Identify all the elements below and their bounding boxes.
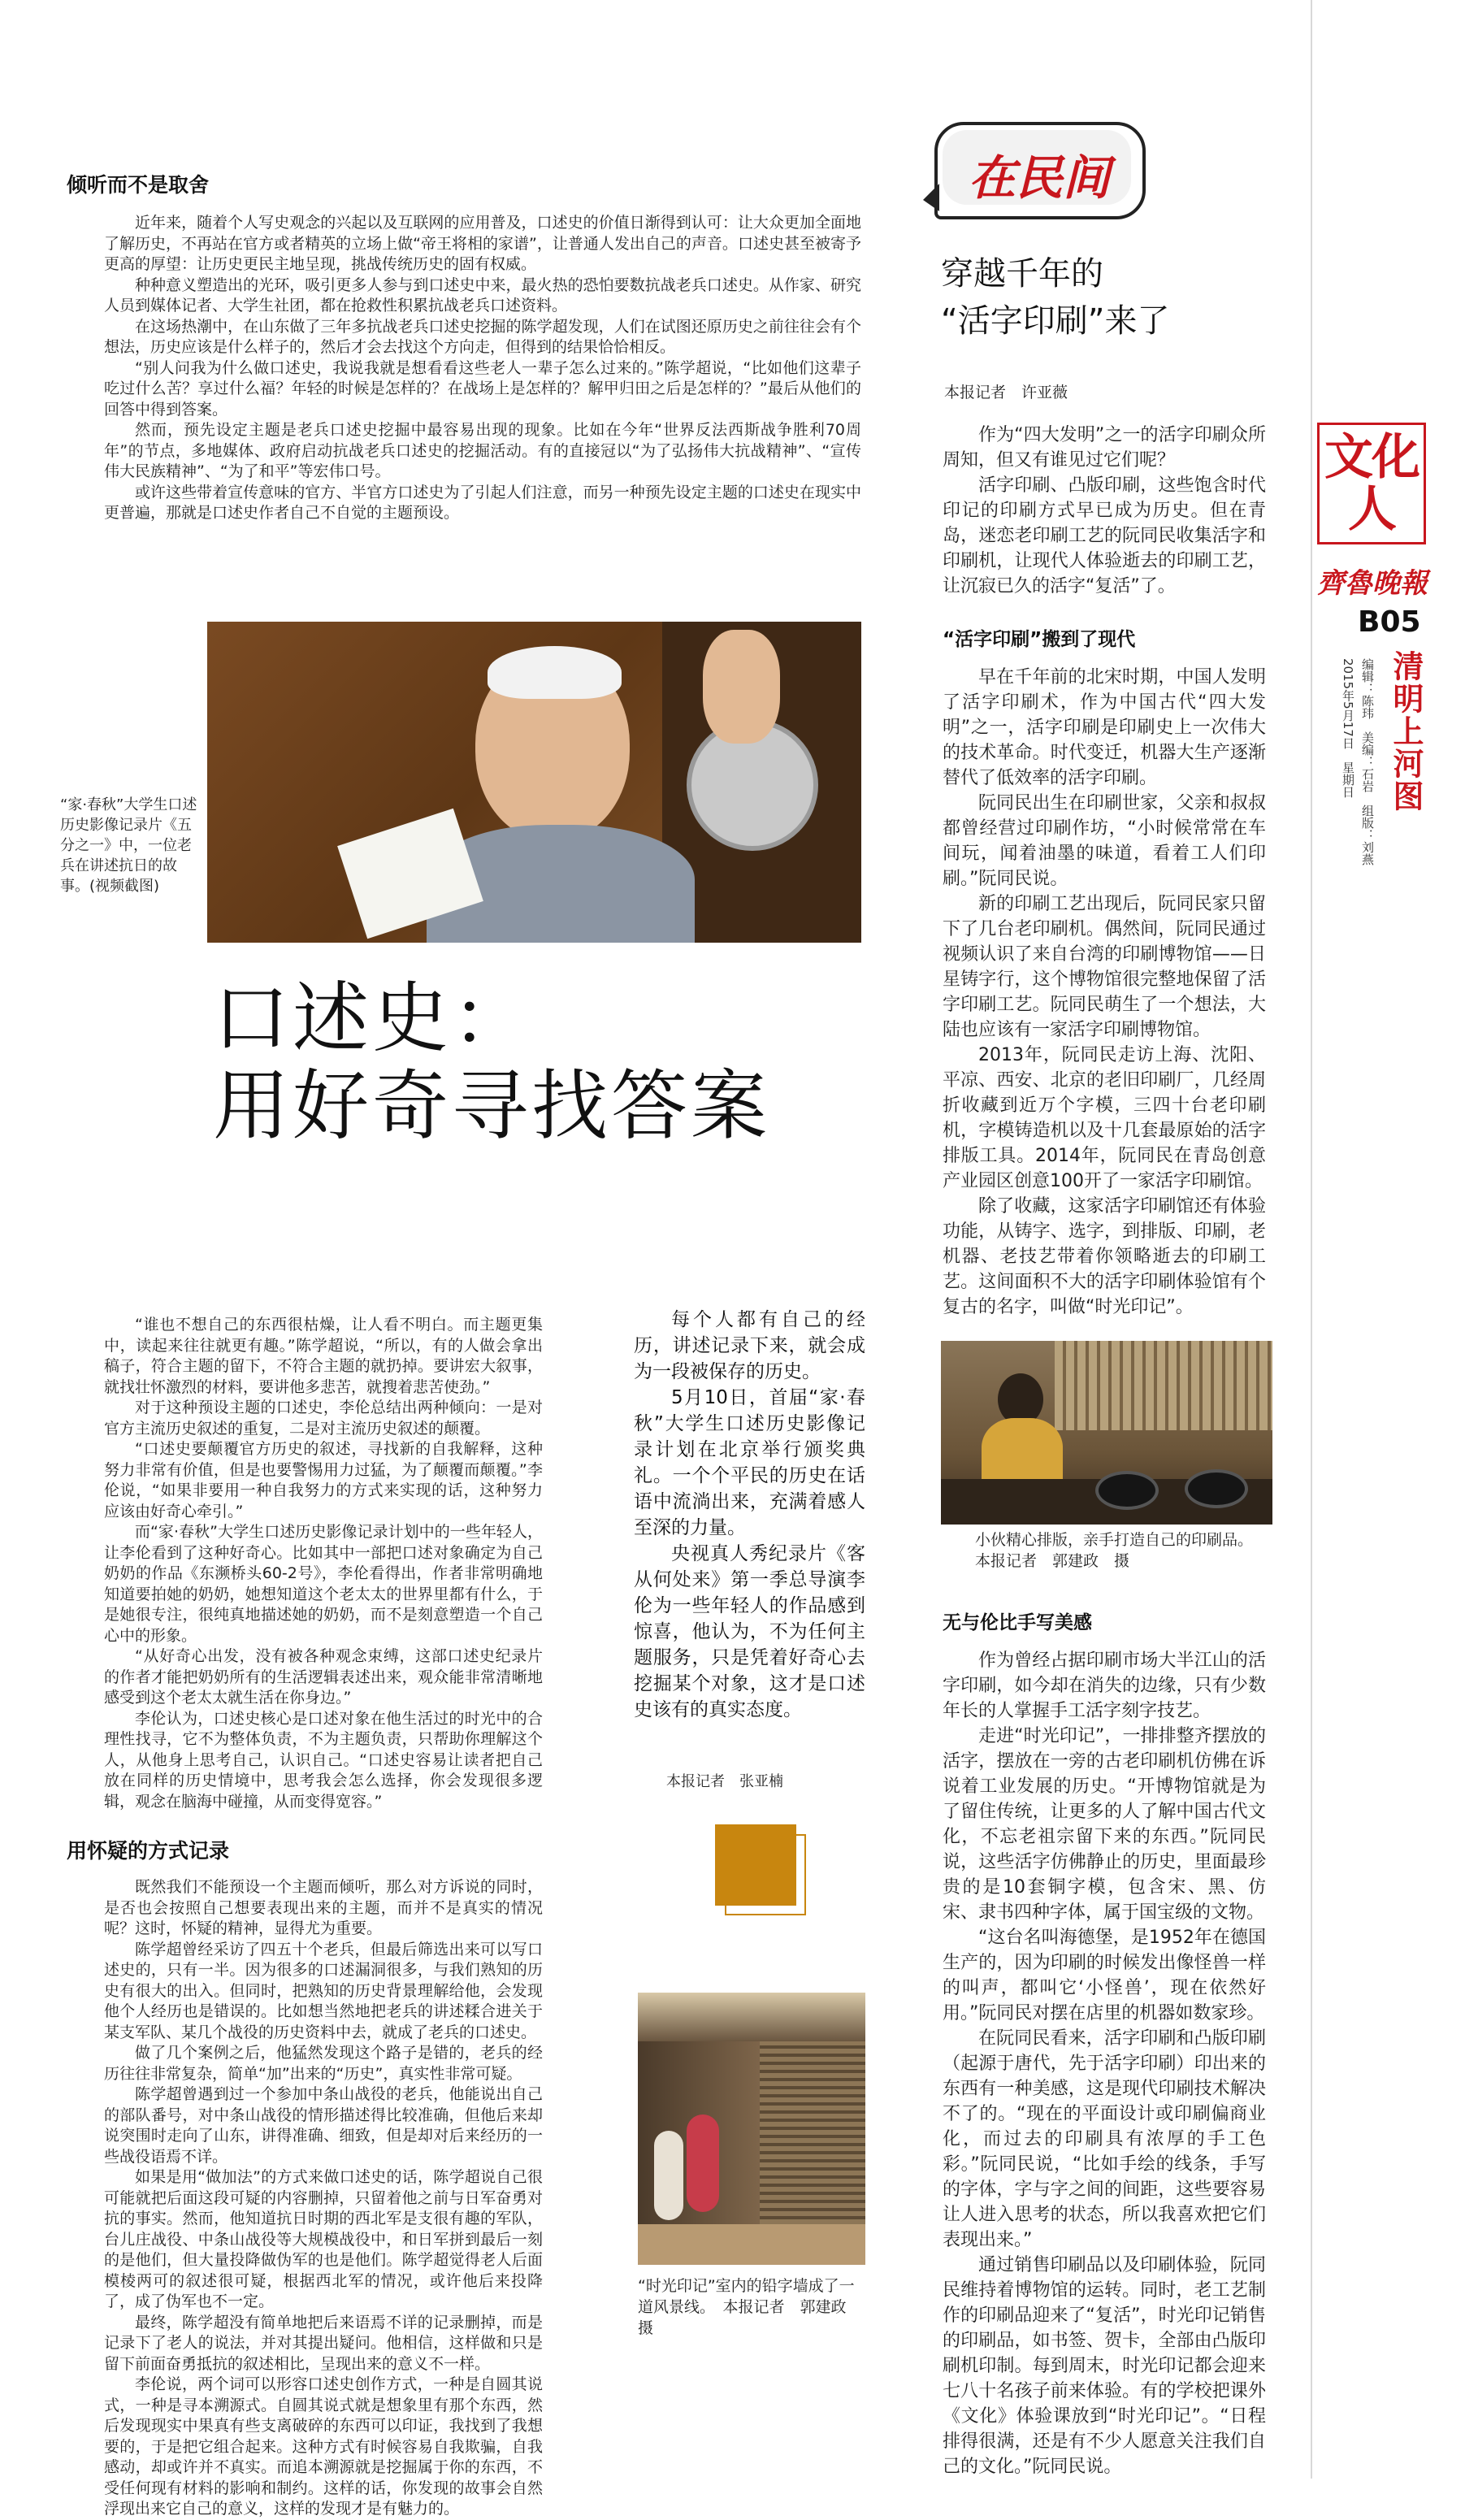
left-section3	[104, 1877, 543, 2520]
paragraph: 新的印刷工艺出现后，阮同民家只留下了几台老印刷机。偶然间，阮同民通过视频认识了来自台湾的印刷博物馆——日星铸字行，这个博物馆很完整地保留了活字印刷工艺。阮同民萌生了一个想法，大陆也应该有一家活字印刷博物馆。	[943, 894, 1266, 1040]
left-byline: 本报记者 张亚楠	[666, 1773, 783, 1790]
paragraph: 走进“时光印记”，一排排整齐摆放的活字，摆放在一旁的古老印刷机仿佛在诉说着工业发展的历史。“开博物馆就是为了留住传统，让更多的人了解中国古代文化，不忘老祖宗留下来的东西。”阮同民说，这些活字仿佛静止的历史，里面最珍贵的是10套铜字模，包含宋、黑、仿宋、隶书四种字体，属于国宝级的文物。	[943, 1726, 1266, 1923]
paragraph: 对于这种预设主题的口述史，李伦总结出两种倾向：一是对官方主流历史叙述的重复，二是对主流历史叙述的颠覆。	[104, 1399, 543, 1438]
paragraph: 活字印刷、凸版印刷，这些饱含时代印记的印刷方式早已成为历史。但在青岛，迷恋老印刷工艺的阮同民收集活字和印刷机，让现代人体验逝去的印刷工艺，让沉寂已久的活字“复活”了。	[943, 475, 1266, 596]
intro-block	[634, 1307, 865, 1723]
column-title: 清明上河图	[1388, 650, 1424, 813]
main-headline	[213, 975, 863, 1151]
typesetting-photo	[941, 1341, 1272, 1525]
type-cases	[1055, 1341, 1272, 1430]
person-hair	[488, 646, 622, 699]
raised-hand	[703, 630, 780, 744]
paragraph: 在这场热潮中，在山东做了三年多抗战老兵口述史挖掘的陈学超发现，人们在试图还原历史之前往往会有个想法，历史应该是什么样子的，然后才会去找这个方向走，但得到的结果恰恰相反。	[104, 317, 861, 356]
ceiling-lights	[638, 1993, 865, 2041]
visitor-figure	[687, 2114, 719, 2212]
headline-line2: 用好奇寻找答案	[213, 1062, 771, 1151]
paragraph: “别人问我为什么做口述史，我说我就是想看看这些老人一辈子怎么过来的。”陈学超说，“比如他们这辈子吃过什么苦？享过什么福？年轻的时候是怎样的？在战场上是怎样的？解甲归田之后是怎样的？”最后从他们的回答中得到答案。	[104, 358, 861, 419]
subhead-listen: 倾听而不是取舍	[67, 173, 210, 197]
column-logo-text: 在民间	[968, 150, 1110, 206]
paragraph: “口述史要颠覆官方历史的叙述，寻找新的自我解释，这种努力非常有价值，但是也要警惕用力过猛，为了颠覆而颠覆。”李伦说，“如果非要用一种自我努力的方式来实现的话，这种努力应该由好奇心牵引。”	[104, 1440, 543, 1520]
paragraph: 既然我们不能预设一个主题而倾听，那么对方诉说的同时，是否也会按照自己想要表现出来的主题，而并不是真实的情况呢？这时，怀疑的精神，显得尤为重要。	[104, 1878, 543, 1937]
right-byline: 本报记者 许亚薇	[944, 384, 1068, 401]
paragraph: 除了收藏，这家活字印刷馆还有体验功能，从铸字、选字，到排版、印刷，老机器、老技艺带着你领略逝去的印刷工艺。这间面积不大的活字印刷体验馆有个复古的名字，叫做“时光印记”。	[943, 1196, 1266, 1317]
paragraph: 5月10日，首届“家·春秋”大学生口述历史影像记录计划在北京举行颁奖典礼。一个个平民的历史在话语中流淌出来，充满着感人至深的力量。	[634, 1387, 865, 1538]
paper-name: 齊魯晚報	[1317, 567, 1428, 600]
paragraph: 而“家·春秋”大学生口述历史影像记录计划中的一些年轻人，让李伦看到了这种好奇心。比如其中一部把口述对象确定为自己奶奶的作品《东濒桥头60-2号》，李伦看得出，作者非常明确地知道要拍她的奶奶，她想知道这个老太太的世界里都有什么，于是她很专注，很纯真地描述她的奶奶，而不是刻意塑造一个自己心中的形象。	[104, 1523, 543, 1645]
type-wall-caption: “时光印记”室内的铅字墙成了一道风景线。 本报记者 郭建政 摄	[638, 2277, 862, 2337]
section-title-text: 文化人	[1324, 429, 1419, 538]
column-logo	[934, 122, 1146, 219]
masthead-divider	[1311, 0, 1312, 2479]
paragraph: “从好奇心出发，没有被各种观念束缚，这部口述史纪录片的作者才能把奶奶所有的生活逻辑表述出来，观众能非常清晰地感受到这个老太太就生活在你身边。”	[104, 1647, 543, 1707]
paragraph: 2013年，阮同民走访上海、沈阳、平凉、西安、北京的老旧印刷厂，几经周折收藏到近万个字模，三四十台老印刷机，字模铸造机以及十几套最原始的活字排版工具。2014年，阮同民在青岛创意产业园区创意100开了一家活字印刷馆。	[943, 1045, 1266, 1191]
paragraph: 种种意义塑造出的光环，吸引更多人参与到口述史中来，最火热的恐怕要数抗战老兵口述史。从作家、研究人员到媒体记者、大学生社团，都在抢救性积累抗战老兵口述资料。	[104, 275, 861, 314]
paragraph: 在阮同民看来，活字印刷和凸版印刷（起源于唐代，先于活字印刷）印出来的东西有一种美感，这是现代印刷技术解决不了的。“现在的平面设计或印刷偏商业化，而过去的印刷具有浓厚的手工色彩。”阮同民说，“比如手绘的线条，手写的字体，字与字之间的间距，这些要容易让人进入思考的状态，所以我喜欢把它们表现出来。”	[943, 2028, 1266, 2250]
left-section2	[104, 1315, 543, 1812]
left-section1	[104, 213, 861, 524]
page-credits: 编辑：陈玮 美编：石岩 组版：刘燕	[1360, 658, 1375, 865]
paragraph: 作为“四大发明”之一的活字印刷众所周知，但又有谁见过它们呢？	[943, 425, 1266, 471]
veteran-photo	[207, 622, 861, 943]
masthead	[1288, 0, 1465, 2479]
subhead-doubt: 用怀疑的方式记录	[67, 1839, 230, 1863]
page-number: B05	[1358, 605, 1421, 639]
typesetting-caption: 小伙精心排版，亲手打造自己的印刷品。 本报记者 郭建政 摄	[975, 1531, 1261, 1570]
paragraph: 或许这些带着宣传意味的官方、半官方口述史为了引起人们注意，而另一种预先设定主题的口述史在现实中更普遍，那就是口述史作者自己不自觉的主题预设。	[104, 483, 861, 522]
subhead-movable-type: “活字印刷”搬到了现代	[943, 629, 1136, 650]
paragraph: “这台名叫海德堡，是1952年在德国生产的，因为印刷的时候发出像怪兽一样的叫声，都叫它‘小怪兽’，现在依然好用。”阮同民对摆在店里的机器如数家珍。	[943, 1928, 1266, 2023]
right-headline	[941, 250, 1282, 345]
type-wall-photo	[638, 1993, 865, 2265]
paragraph: 每个人都有自己的经历，讲述记录下来，就会成为一段被保存的历史。	[634, 1309, 865, 1382]
decorative-outline-block	[725, 1834, 806, 1915]
page-date: 2015年5月17日 星期日	[1341, 658, 1355, 798]
paragraph: 阮同民出生在印刷世家，父亲和叔叔都曾经营过印刷作坊，“小时候常常在车间玩，闻着油墨的味道，看着工人们印刷。”阮同民说。	[943, 793, 1266, 889]
paragraph: 最终，陈学超没有简单地把后来语焉不详的记录删掉，而是记录下了老人的说法，并对其提出疑问。他相信，这样做和只是留下前面奋勇抵抗的叙述相比，呈现出来的意义不一样。	[104, 2313, 543, 2373]
ink-plate	[1185, 1469, 1248, 1508]
subhead-handwritten-beauty: 无与伦比手写美感	[943, 1612, 1092, 1633]
section-title	[1317, 423, 1426, 544]
paragraph: 李伦说，两个词可以形容口述史创作方式，一种是自圆其说式，一种是寻本溯源式。自圆其说式就是想象里有那个东西，然后发现现实中果真有些支离破碎的东西可以印证，我找到了我想要的，于是把它组合起来。这种方式有时候容易自我欺骗，自我感动，却或许并不真实。而追本溯源就是挖掘属于你的东西，不受任何现有材料的影响和制约。这样的话，你发现的故事会自然浮现出来它自己的意义，这样的发现才是有魅力的。	[104, 2375, 543, 2518]
paragraph: 早在千年前的北宋时期，中国人发明了活字印刷术，作为中国古代“四大发明”之一，活字印刷是印刷史上一次伟大的技术革命。时代变迁，机器大生产逐渐替代了低效率的活字印刷。	[943, 667, 1266, 788]
paragraph: 近年来，随着个人写史观念的兴起以及互联网的应用普及，口述史的价值日渐得到认可：让大众更加全面地了解历史，不再站在官方或者精英的立场上做“帝王将相的家谱”，让普通人发出自己的声音。口述史甚至被寄予更高的厚望：让历史更民主地呈现，挑战传统历史的固有权威。	[104, 214, 861, 273]
ink-plate	[1095, 1471, 1159, 1510]
paragraph: 然而，预先设定主题是老兵口述史挖掘中最容易出现的现象。比如在今年“世界反法西斯战争胜利70周年”的节点，多地媒体、政府启动抗战老兵口述史的挖掘活动。有的直接冠以“为了弘扬伟大抗战精神”、“宣传伟大民族精神”、“为了和平”等宏伟口号。	[104, 421, 861, 480]
floor	[638, 2224, 865, 2265]
paragraph: 如果是用“做加法”的方式来做口述史的话，陈学超说自己很可能就把后面这段可疑的内容删掉，只留着他之前与日军奋勇对抗的事实。然而，他知道抗日时期的西北军是支很有趣的军队，台儿庄战役、中条山战役等大规模战役中，和日军拼到最后一刻的是他们，但大量投降做伪军的也是他们。陈学超觉得老人后面模棱两可的叙述很可疑，根据西北军的情况，或许他后来投降了，成了伪军也不一定。	[104, 2168, 543, 2310]
right-lead	[943, 423, 1266, 599]
headline-line1: 口述史：	[213, 974, 532, 1063]
right-section1	[943, 665, 1266, 1320]
paragraph: 作为曾经占据印刷市场大半江山的活字印刷，如今却在消失的边缘，只有少数年长的人掌握手工活字刻字技艺。	[943, 1650, 1266, 1721]
paragraph: 做了几个案例之后，他猛然发现这个路子是错的，老兵的经历往往非常复杂，简单“加”出来的“历史”，真实性非常可疑。	[104, 2044, 543, 2083]
visitor-figure	[654, 2131, 683, 2220]
paragraph: 李伦认为，口述史核心是口述对象在他生活过的时光中的合理性找寻，它不为整体负责，不为主题负责，只帮助你理解这个人，从他身上思考自己，认识自己。“口述史容易让读者把自己放在同样的历史情境中，思考我会怎么选择，你会发现很多逻辑，观念在脑海中碰撞，从而变得宽容。”	[104, 1709, 543, 1811]
bubble-tail	[923, 184, 939, 211]
veteran-photo-caption: “家·春秋”大学生口述历史影像记录片《五分之一》中，一位老兵在讲述抗日的故事。(视频截图)	[60, 796, 197, 895]
paragraph: 陈学超曾经采访了四五十个老兵，但最后筛选出来可以写口述史的，只有一半。因为很多的口述漏洞很多，与我们熟知的历史有很大的出入。但同时，把熟知的历史背景理解给他，会发现他个人经历也是错误的。比如想当然地把老兵的讲述糅合进关于某支军队、某几个战役的历史资料中去，就成了老兵的口述史。	[104, 1940, 543, 2041]
right-headline-line2: “活字印刷”来了	[941, 302, 1170, 340]
right-headline-line1: 穿越千年的	[941, 255, 1103, 293]
paragraph: 央视真人秀纪录片《客从何处来》第一季总导演李伦为一些年轻人的作品感到惊喜，他认为，不为任何主题服务，只是凭着好奇心去挖掘某个对象，这才是口述史该有的真实态度。	[634, 1543, 865, 1720]
paragraph: 通过销售印刷品以及印刷体验，阮同民维持着博物馆的运转。同时，老工艺制作的印刷品迎来了“复活”，时光印记销售的印刷品，如书签、贺卡，全部由凸版印刷机印制。每到周末，时光印记都会迎来七八十名孩子前来体验。有的学校把课外《文化》体验课放到“时光印记”。“日程排得很满，还是有不少人愿意关注我们自己的文化。”阮同民说。	[943, 2255, 1266, 2477]
paragraph: 陈学超曾遇到过一个参加中条山战役的老兵，他能说出自己的部队番号，对中条山战役的情形描述得比较准确，但他后来却说突围时走向了山东，讲得准确、细致，但是却对后来经历的一些战役语焉不详。	[104, 2085, 543, 2166]
paragraph: “谁也不想自己的东西很枯燥，让人看不明白。而主题更集中，读起来往往就更有趣。”陈学超说，“所以，有的人做会拿出稿子，符合主题的留下，不符合主题的就扔掉。要讲宏大叙事，就找壮怀激烈的材料，要讲他多悲苦，就搜着悲苦使劲。”	[104, 1316, 543, 1396]
right-section2	[943, 1648, 1266, 2479]
